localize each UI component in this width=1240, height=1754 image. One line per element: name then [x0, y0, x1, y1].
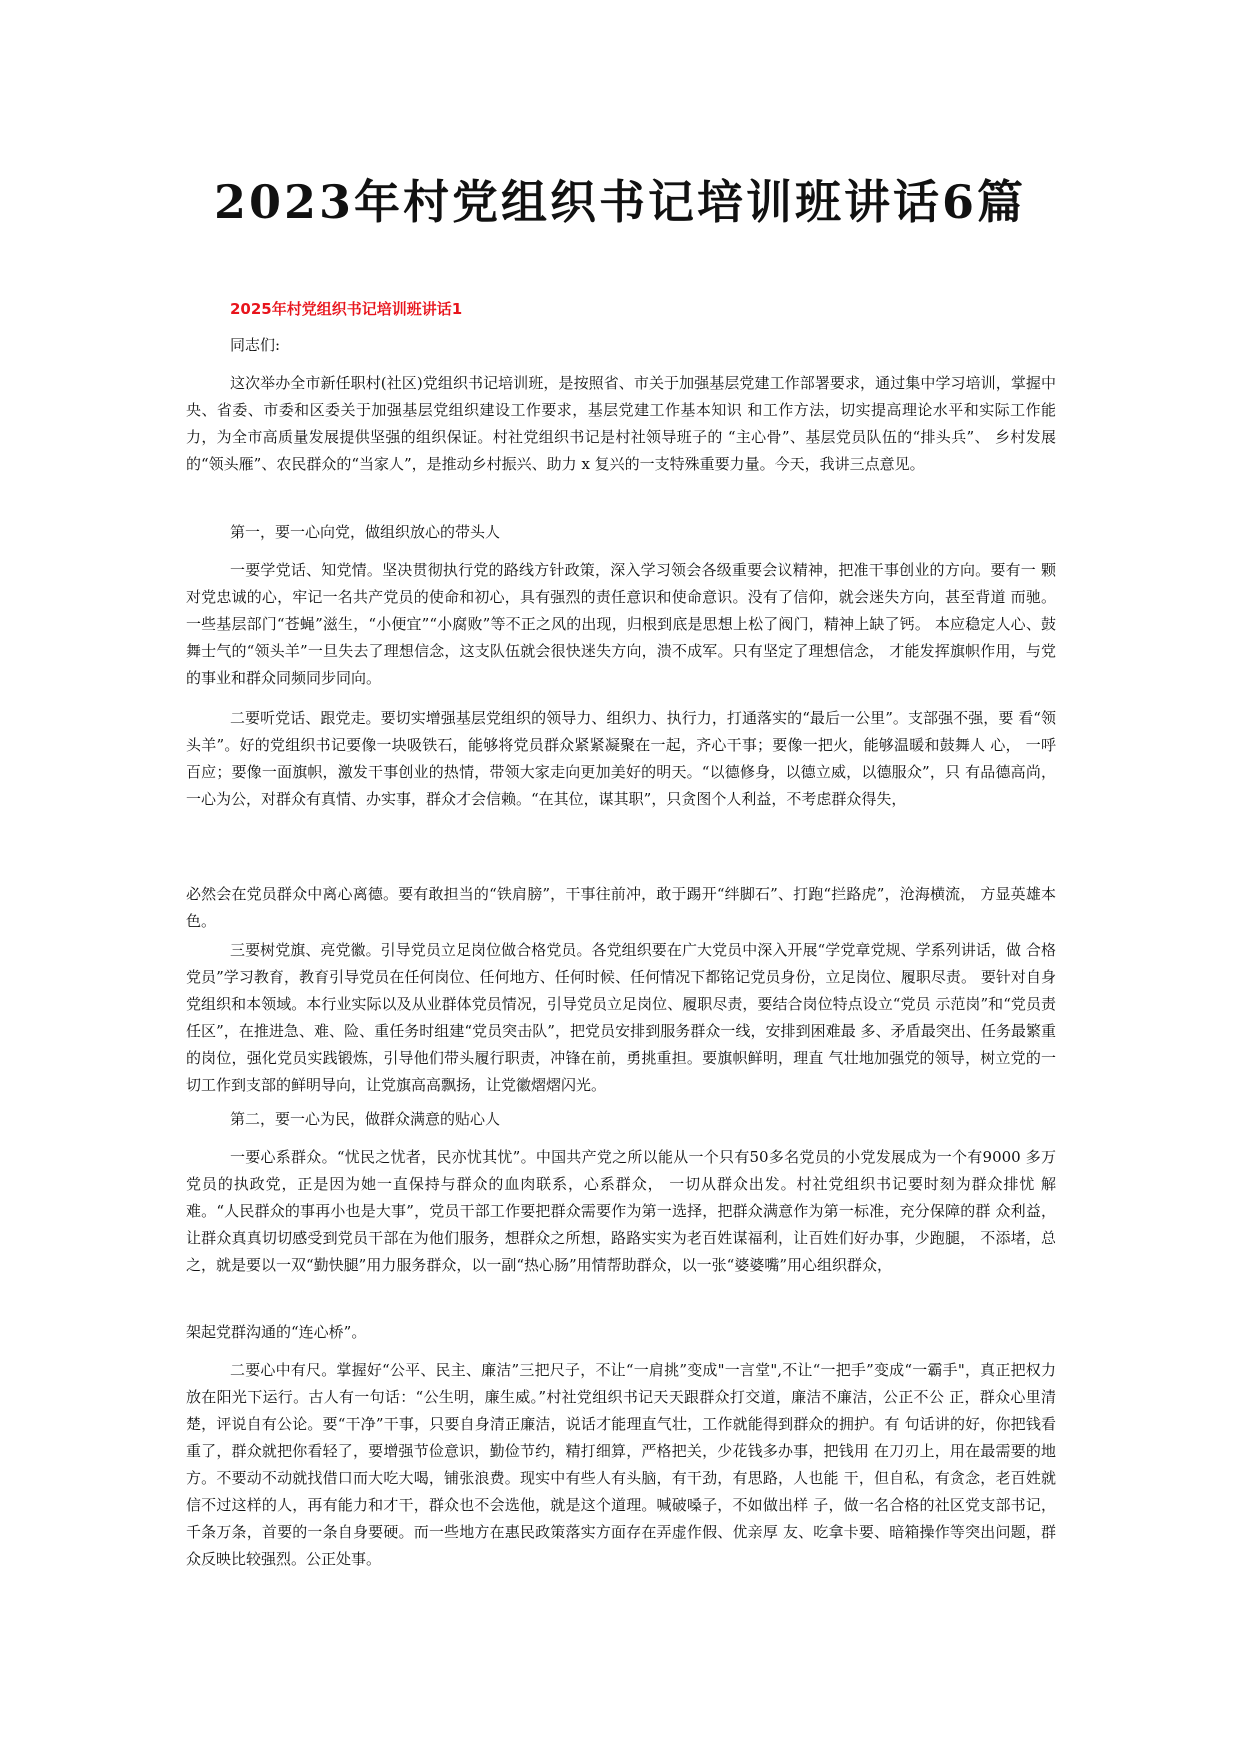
salutation: 同志们: — [230, 336, 281, 354]
section-heading-2: 第二，要一心为民，做群众满意的贴心人 — [230, 1110, 501, 1128]
paragraph-1-2: 二要听党话、跟党走。要切实增强基层党组织的领导力、组织力、执行力，打通落实的“最后一公里”。支部强不强，要 看“领头羊”。好的党组织书记要像一块吸铁石，能够将党员群众紧紧凝聚在一起，齐心干事；要像一把火，能够温暖和鼓舞人 心， 一呼百应；要像一面旗帜，激发干事创业的热情，带领大家走向更加美好的明天。“以德修身，以德立威，以德服众”，只 有品德高尚， 一心为公，对群众有真情、办实事，群众才会信赖。“在其位，谋其职”，只贪图个人利益，不考虑群众得失， — [186, 709, 1056, 808]
paragraph-1-2-cont: 必然会在党员群众中离心离德。要有敢担当的“铁肩膀”，干事往前冲，敢于踢开“绊脚石”、打跑“拦路虎”，沧海横流， 方显英雄本色。 — [186, 885, 1056, 930]
paragraph-2-1: 一要心系群众。“忧民之忧者，民亦忧其忧”。中国共产党之所以能从一个只有50多名党员的小党发展成为一个有9000 多万党员的执政党，正是因为她一直保持与群众的血肉联系，心系群众， 一切从群众出发。村社党组织书记要时刻为群众排忧 解难。“人民群众的事再小也是大事”，党员干部工作要把群众需要作为第一选择，把群众满意作为第一标准，充分保障的群 众利益，让群众真真切切感受到党员干部在为他们服务，想群众之所想，路路实实为老百姓谋福利，让百姓们好办事，少跑腿， 不添堵，总之，就是要以一双“勤快腿”用力服务群众，以一副“热心肠”用情帮助群众，以一张“婆婆嘴”用心组织群众， — [186, 1148, 1056, 1274]
document-title: 2023年村党组织书记培训班讲话6篇 — [213, 175, 1027, 229]
paragraph-2-1-cont: 架起党群沟通的“连心桥”。 — [186, 1323, 367, 1341]
paragraph-intro: 这次举办全市新任职村(社区)党组织书记培训班，是按照省、市关于加强基层党建工作部署要求，通过集中学习培训，掌握中央、省委、市委和区委关于加强基层党组织建设工作要求，基层党建工作基本知识 和工作方法，切实提高理论水平和实际工作能力，为全市高质量发展提供坚强的组织保证。村社党组织书记是村社领导班子的 “主心骨”、基层党员队伍的“排头兵”、 乡村发展的“领头雁”、农民群众的“当家人”，是推动乡村振兴、助力 x 复兴的一支特殊重要力量。今天，我讲三点意见。 — [186, 374, 1056, 473]
paragraph-1-3: 三要树党旗、亮党徽。引导党员立足岗位做合格党员。各党组织要在广大党员中深入开展“学党章党规、学系列讲话，做 合格党员”学习教育，教育引导党员在任何岗位、任何地方、任何时候、任何情况下都铭记党员身份，立足岗位、履职尽责。 要针对自身党组织和本领域。本行业实际以及从业群体党员情况，引导党员立足岗位、履职尽责，要结合岗位特点设立“党员 示范岗”和“党员责任区”，在推进急、难、险、重任务时组建“党员突击队”，把党员安排到服务群众一线，安排到困难最 多、矛盾最突出、任务最繁重的岗位，强化党员实践锻炼，引导他们带头履行职责，冲锋在前，勇挑重担。要旗帜鲜明，理直 气壮地加强党的领导，树立党的一切工作到支部的鲜明导向，让党旗高高飘扬，让党徽熠熠闪光。 — [186, 941, 1056, 1094]
paragraph-1-1: 一要学党话、知党情。坚决贯彻执行党的路线方针政策，深入学习领会各级重要会议精神，把准干事创业的方向。要有一 颗对党忠诚的心，牢记一名共产党员的使命和初心，具有强烈的责任意识和使命意识。没有了信仰，就会迷失方向，甚至背道 而驰。 一些基层部门“苍蝇”滋生，“小便宜”“小腐败”等不正之风的出现，归根到底是思想上松了阀门，精神上缺了钙。 本应稳定人心、鼓舞士气的“领头羊”一旦失去了理想信念，这支队伍就会很快迷失方向，溃不成军。只有坚定了理想信念， 才能发挥旗帜作用，与党的事业和群众同频同步同向。 — [186, 561, 1056, 687]
paragraph-2-2: 二要心中有尺。掌握好“公平、民主、廉洁”三把尺子，不让“一肩挑”变成"一言堂",不让“一把手”变成“一霸手"，真正把权力放在阳光下运行。古人有一句话：“公生明，廉生威。”村社党组织书记天天跟群众打交道，廉洁不廉洁，公正不公 正，群众心里清楚，评说自有公论。要“干净”干事，只要自身清正廉洁，说话才能理直气壮，工作就能得到群众的拥护。有 句话讲的好，你把钱看重了，群众就把你看轻了，要增强节俭意识，勤俭节约，精打细算，严格把关，少花钱多办事，把钱用 在刀刃上，用在最需要的地方。不要动不动就找借口而大吃大喝，铺张浪费。现实中有些人有头脑，有干劲，有思路，人也能 干，但自私，有贪念，老百姓就信不过这样的人，再有能力和才干，群众也不会选他，就是这个道理。喊破嗓子，不如做出样 子，做一名合格的社区党支部书记，千条万条，首要的一条自身要硬。而一些地方在惠民政策落实方面存在弄虚作假、优亲厚 友、吃拿卡要、暗箱操作等突出问题，群众反映比较强烈。公正处事。 — [186, 1361, 1056, 1568]
section-heading-1: 第一，要一心向党，做组织放心的带头人 — [230, 523, 501, 541]
section-heading: 2025年村党组织书记培训班讲话1 — [230, 300, 463, 318]
